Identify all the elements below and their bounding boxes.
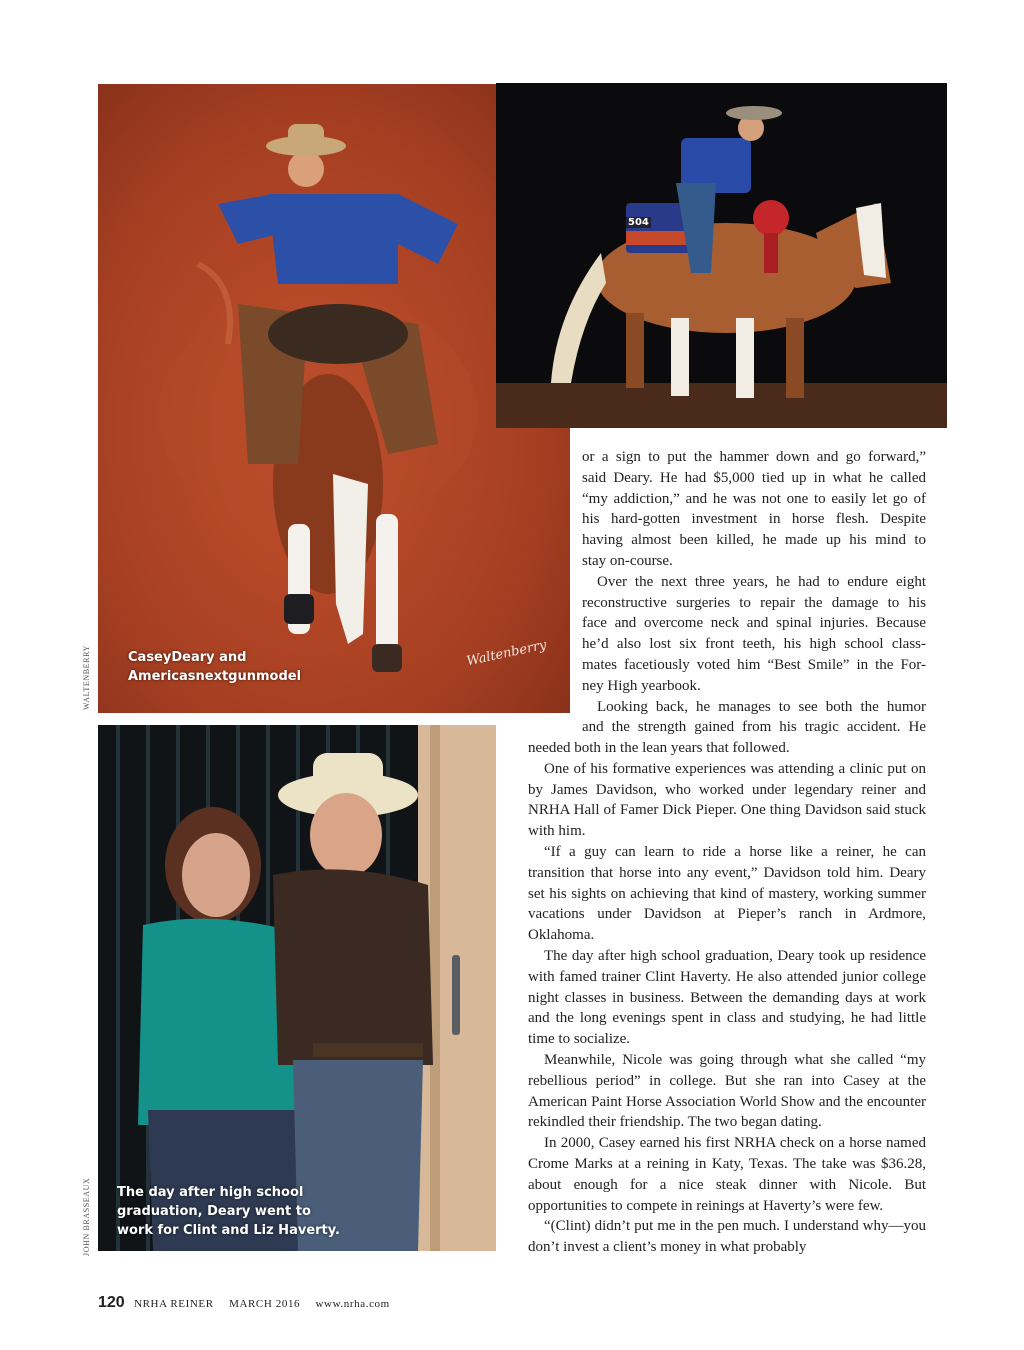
caption-line: Americasnextgunmodel bbox=[128, 669, 302, 684]
photo-signature: Waltenberry bbox=[465, 637, 548, 670]
photo-caption-top-left bbox=[128, 648, 301, 686]
article-line: or a sign to put the hammer down and go forward,” bbox=[582, 449, 926, 465]
caption-line: graduation, Deary went to bbox=[117, 1204, 311, 1219]
page-footer bbox=[98, 1294, 390, 1312]
photo-horse-dark-arena bbox=[496, 83, 947, 428]
page-number: 120 bbox=[98, 1294, 125, 1311]
article-paragraph: Meanwhile, Nicole was going through what she called “my rebellious period” in college. But she ran into Casey at the American Paint Horse Association World Show and the encounter rekindled their friendship. The two began dating. bbox=[528, 1051, 926, 1131]
saddle-pad-number: 504 bbox=[628, 217, 649, 228]
caption-line: work for Clint and Liz Haverty. bbox=[117, 1223, 340, 1238]
article-text-lower bbox=[528, 738, 926, 1258]
photo-couple-barn bbox=[98, 725, 496, 1251]
caption-line: The day after high school bbox=[117, 1185, 304, 1200]
photo-credit-bottom: JOHN BRASSEAUX bbox=[82, 1177, 91, 1256]
article-line: face and overcome neck and spinal injuries. Because bbox=[582, 615, 926, 632]
article-line: reconstructive surgeries to repair the damage to his bbox=[582, 594, 926, 611]
article-paragraph: In 2000, Casey earned his first NRHA check on a horse named Crome Marks at a reining in Katy, Texas. The take was $36.28, about enough for a nice steak dinner with Nicole. But opportunities to compete in reinings at Haverty’s were few. bbox=[528, 1135, 926, 1214]
issue-date: MARCH 2016 bbox=[229, 1298, 301, 1310]
article-line: mates facetiously voted him “Best Smile” in the For- bbox=[582, 656, 926, 673]
article-paragraph: “(Clint) didn’t put me in the pen much. I understand why—you don’t invest a client’s money in what probably bbox=[528, 1218, 926, 1256]
article-text-upper bbox=[582, 447, 926, 738]
publication-name: NRHA REINER bbox=[134, 1298, 214, 1310]
article-line: Over the next three years, he had to endure eight bbox=[597, 573, 926, 590]
article-paragraph: The day after high school graduation, Deary took up residence with famed trainer Clint Haverty. He also attended junior college night classes in business. Between the demanding days at work and the long evenings spent in class and studying, he had little time to socialize. bbox=[528, 947, 926, 1048]
article-paragraph: needed both in the lean years that followed. bbox=[528, 740, 790, 756]
photo-caption-bottom-left bbox=[117, 1183, 340, 1240]
article-line: having almost been killed, he made up his mind to bbox=[582, 532, 926, 549]
website-link[interactable]: www.nrha.com bbox=[315, 1298, 390, 1310]
article-line: Looking back, he manages to see both the humor bbox=[597, 698, 926, 715]
article-line: he’d also lost six front teeth, his high school class- bbox=[582, 636, 926, 653]
article-paragraph: One of his formative experiences was attending a clinic put on by James Davidson, who worked under legendary reiner and NRHA Hall of Famer Dick Pieper. One thing Davidson said stuck with him. bbox=[528, 760, 926, 840]
article-line: stay on-course. bbox=[582, 552, 673, 569]
article-line: ney High yearbook. bbox=[582, 677, 701, 694]
photo-credit-top: WALTENBERRY bbox=[82, 645, 91, 710]
article-line: his hard-gotten investment in horse flesh. Despite bbox=[582, 511, 926, 528]
article-line: and the strength gained from his tragic accident. He bbox=[582, 719, 926, 736]
caption-line: CaseyDeary and bbox=[128, 650, 247, 665]
article-line: said Deary. He had $5,000 tied up in what he called bbox=[582, 469, 926, 486]
article-line: “my addiction,” and he was not one to easily let go of bbox=[582, 490, 926, 507]
article-paragraph: “If a guy can learn to ride a horse like a reiner, he can transition that horse into any event,” Davidson told him. Deary set his sights on achieving that kind of mastery, working summer vacations under Davidson at Pieper’s ranch in Ardmore, Oklahoma. bbox=[528, 843, 926, 944]
